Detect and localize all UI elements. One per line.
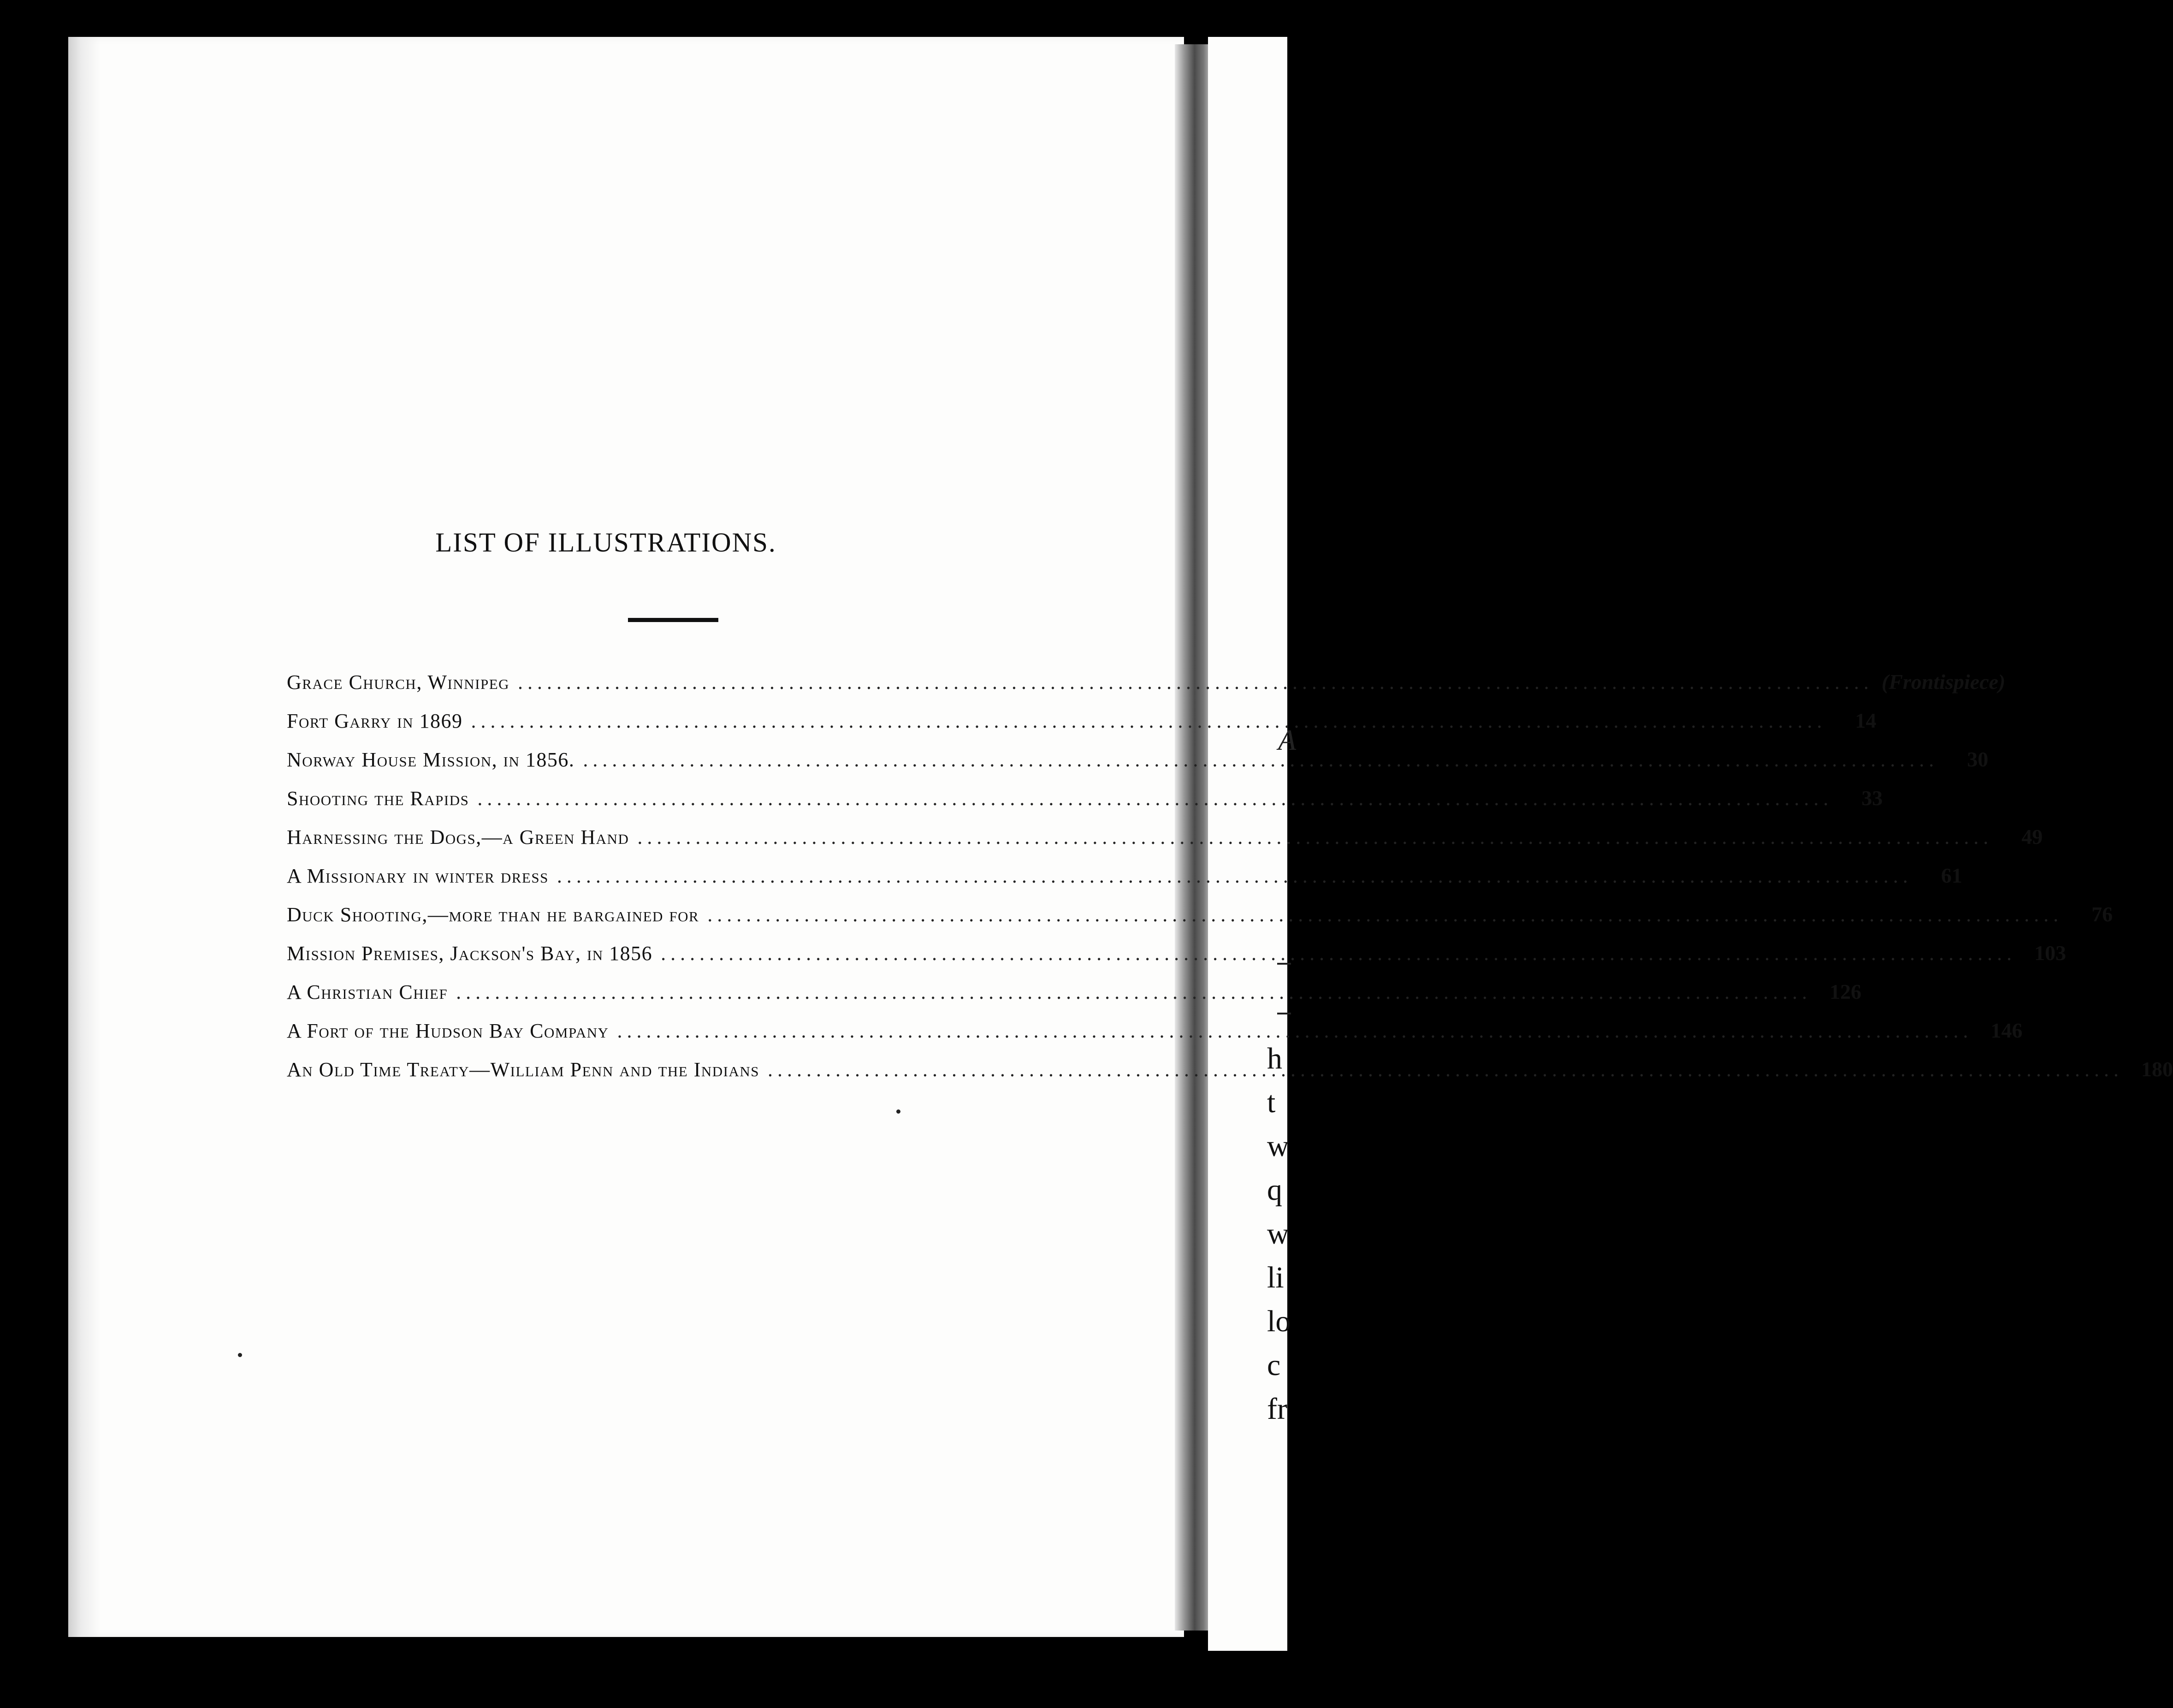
illustration-title: Grace Church, Winnipeg [287, 671, 510, 694]
leader-dots [707, 903, 2063, 926]
facing-page-letter: fr [1267, 1392, 1287, 1426]
list-item [287, 708, 1877, 747]
facing-page-letter: q [1267, 1173, 1282, 1207]
illustration-page: 103 [2034, 941, 2066, 965]
facing-page-dash [1277, 1013, 1291, 1014]
illustration-title: Norway House Mission, in 1856. [287, 748, 575, 771]
list-item [287, 902, 2113, 941]
list-item [287, 670, 2006, 708]
illustration-title: A Fort of the Hudson Bay Company [287, 1020, 609, 1042]
illustration-title: Mission Premises, Jackson's Bay, in 1856 [287, 942, 653, 965]
facing-page-letter: li [1267, 1261, 1284, 1294]
list-item [287, 786, 1883, 824]
illustration-page: 126 [1830, 980, 1862, 1003]
list-item [287, 824, 2043, 863]
illustration-title: A Christian Chief [287, 981, 448, 1003]
page-title: LIST OF ILLUSTRATIONS. [435, 527, 776, 557]
leader-dots [637, 825, 1993, 849]
list-item [287, 747, 1989, 786]
leader-dots [583, 748, 1938, 771]
leader-dots [456, 980, 1812, 1004]
illustration-title: An Old Time Treaty—William Penn and the Indians [287, 1058, 760, 1081]
illustration-page: 146 [1990, 1019, 2023, 1042]
illustration-title: Harnessing the Dogs,—a Green Hand [287, 826, 629, 848]
list-item [287, 979, 1862, 1018]
page-edge-shadow [68, 37, 101, 1637]
ink-speck [896, 1109, 900, 1114]
illustration-title: A Missionary in winter dress [287, 865, 549, 887]
facing-page-letter: lo [1267, 1305, 1291, 1338]
illustration-title: Shooting the Rapids [287, 787, 469, 810]
leader-dots [617, 1019, 1973, 1043]
illustration-page: 33 [1861, 786, 1883, 810]
facing-page-letter: t [1267, 1085, 1276, 1119]
list-item [287, 1057, 2173, 1096]
illustration-page: 180 [2141, 1057, 2173, 1081]
illustration-page: 76 [2091, 902, 2113, 926]
illustration-page: 14 [1855, 709, 1877, 732]
facing-page-letter: w [1267, 1217, 1289, 1251]
illustration-page: 61 [1941, 864, 1962, 887]
ink-speck [238, 1353, 242, 1357]
list-item [287, 863, 1962, 902]
list-item [287, 1018, 2023, 1057]
list-item [287, 941, 2066, 979]
facing-page-text [1267, 1037, 1291, 1431]
illustrations-list [287, 670, 2173, 1096]
leader-dots [518, 670, 1873, 694]
title-rule [628, 618, 718, 622]
leader-dots [557, 864, 1912, 888]
leader-dots [477, 787, 1833, 810]
facing-page-letter: c [1267, 1348, 1281, 1382]
illustration-page: 30 [1967, 747, 1989, 771]
leader-dots [768, 1058, 2123, 1081]
illustration-page: 49 [2021, 825, 2043, 848]
leader-dots [661, 942, 2016, 965]
leader-dots [471, 709, 1827, 733]
illustration-title: Duck Shooting,—more than he bargained for [287, 903, 699, 926]
illustration-title: Fort Garry in 1869 [287, 710, 463, 732]
illustration-page: (Frontispiece) [1882, 670, 2006, 694]
facing-page-letter: h [1267, 1042, 1282, 1075]
facing-page-mark: A [1278, 724, 1297, 756]
facing-page-letter: w [1267, 1129, 1289, 1163]
